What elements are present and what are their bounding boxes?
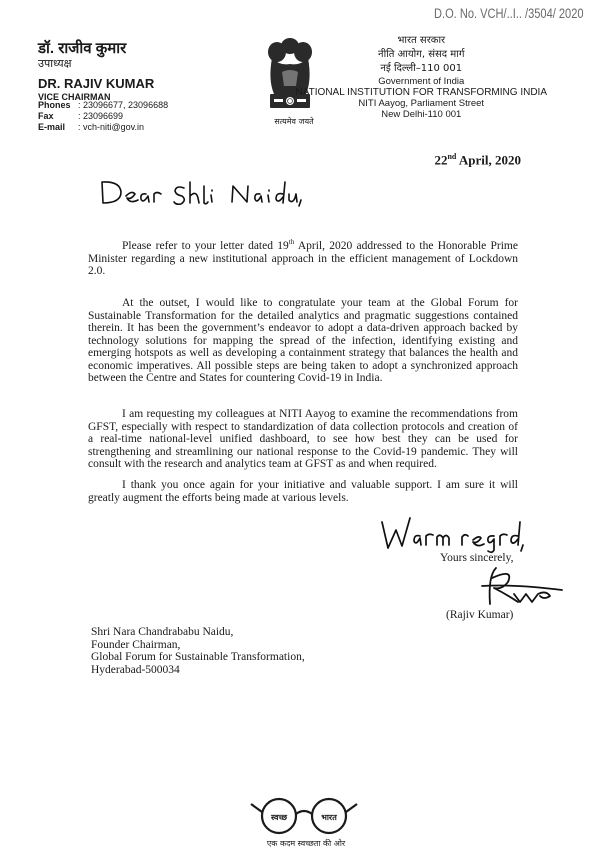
- p1-text-a: Please refer to your letter dated 19: [122, 240, 289, 252]
- swachh-bharat-logo-icon: [249, 786, 359, 836]
- date-day: 22: [434, 152, 448, 168]
- fax-row: [38, 111, 168, 122]
- address-line1: NITI Aayog, Parliament Street: [358, 98, 485, 109]
- addressee-line2: Founder Chairman,: [91, 638, 181, 651]
- government-hindi: भारत सरकार: [397, 35, 446, 46]
- fax-label: Fax: [38, 111, 54, 121]
- phones-value: : 23096677, 23096688: [78, 100, 169, 110]
- fax-value: : 23096699: [78, 111, 124, 121]
- addressee-line3: Global Forum for Sustainable Transformation,: [91, 651, 305, 664]
- address-hindi-line2: नई दिल्ली–110 001: [380, 63, 463, 74]
- p1-superscript: th: [288, 238, 295, 247]
- addressee-line4: Hyderabad-500034: [91, 663, 180, 676]
- organization-name: NATIONAL INSTITUTION FOR TRANSFORMING INDIA: [295, 87, 547, 98]
- sender-header: [38, 40, 154, 103]
- address-line2: New Delhi-110 001: [381, 109, 462, 120]
- email-row: [38, 122, 168, 133]
- date-suffix: nd: [447, 152, 457, 161]
- sender-designation: VICE CHAIRMAN: [38, 92, 111, 102]
- organization-header: [296, 34, 548, 120]
- phones-row: [38, 100, 168, 111]
- email-label: E-mail: [38, 122, 66, 132]
- phones-label: Phones: [38, 100, 71, 110]
- swachh-tagline: एक कदम स्वच्छता की ओर: [266, 839, 346, 848]
- addressee-line1: Shri Nara Chandrababu Naidu,: [91, 626, 234, 638]
- handwritten-warm-regards: [376, 510, 526, 554]
- contact-block: [38, 100, 168, 133]
- sender-designation-hindi: उपाध्यक्ष: [38, 58, 72, 70]
- emblem-motto: सत्यमेव जयते: [274, 117, 314, 126]
- signature: [474, 564, 564, 608]
- body-paragraph-2: At the outset, I would like to congratulate your team at the Global Forum for Sustainable Transformation for the detailed analytics and pragmatic suggestions contained therein. It has been the government’s endeavor to adopt a data-driven approach backed by technology solutions for mapping the spread of the infection, identifying existing and emerging hotspots as well as developing a containment strategy that balances the health and economic imperatives. All possible steps are being taken to adopt a synchronized approach between the Centre and States for countering Covid-19 in India.: [88, 297, 518, 384]
- handwritten-salutation: [96, 176, 306, 210]
- body-paragraph-4: I thank you once again for your initiative and valuable support. I am sure it will greatly augment the efforts being made at various levels.: [88, 479, 518, 504]
- logo-text-swachh: स्वच्छ: [270, 813, 288, 822]
- letter-date: [434, 152, 521, 168]
- body-paragraph-3: I am requesting my colleagues at NITI Aayog to examine the recommendations from GFST, especially with respect to standardization of data collection protocols and creation of a real-time national-level unified dashboard, to see how best they can be used for strengthening and streamlining our national response to the Covid-19 pandemic. They will consult with the research and analytics team at GFST as and when required.: [88, 408, 518, 470]
- signatory-name: (Rajiv Kumar): [446, 609, 514, 621]
- sender-name-hindi: डॉ. राजीव कुमार: [38, 40, 127, 57]
- email-value: : vch-niti@gov.in: [78, 122, 144, 132]
- date-rest: April, 2020: [456, 152, 521, 168]
- government-english: Government of India: [378, 76, 465, 87]
- address-hindi-line1: नीति आयोग, संसद मार्ग: [378, 49, 465, 60]
- sender-name: DR. RAJIV KUMAR: [38, 76, 155, 91]
- addressee-block: [91, 626, 305, 676]
- p1-text-b: April, 2020 addressed to the Honorable Prime Minister regarding a new institutional approach in the efficient management of Lockdown 2.0.: [88, 240, 518, 277]
- body-paragraph-1: [88, 240, 518, 278]
- logo-text-bharat: भारत: [321, 813, 337, 822]
- reference-number: D.O. No. VCH/..I.. /3504/ 2020: [434, 6, 584, 21]
- closing-yours-sincerely: Yours sincerely,: [440, 552, 514, 564]
